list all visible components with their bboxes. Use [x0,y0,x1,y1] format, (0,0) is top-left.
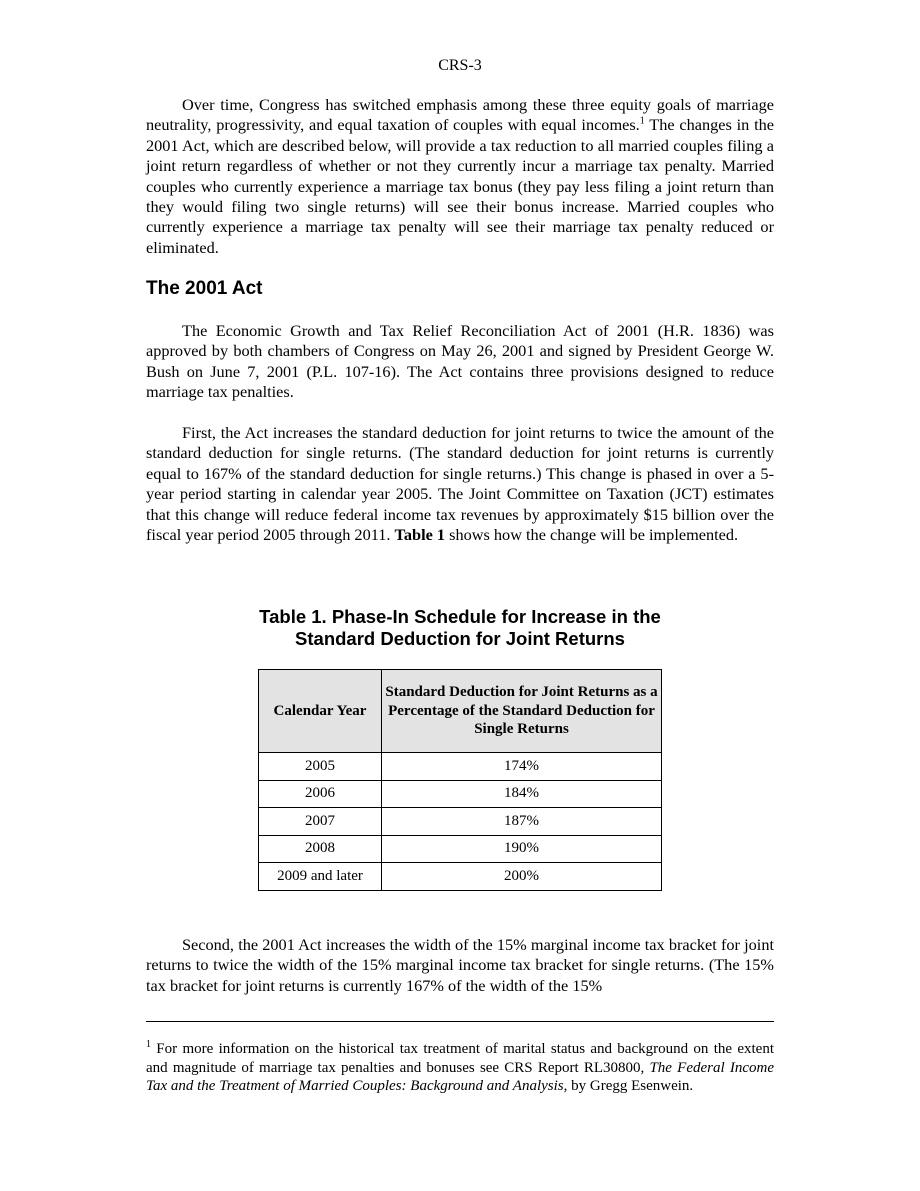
table-row [259,780,662,808]
intro-text-continued: The changes in the 2001 Act, which are described below, will provide a tax reduction to all married couples filing a joint return regardless of whether or not they currently incur a marriage tax penalty. Married couples who currently experience a marriage tax bonus (they pay less filing a joint return than they would filing two single returns) will see their bonus increase. Married couples who currently experience a marriage tax penalty will see their marriage tax penalty reduced or eliminated. [146,115,774,257]
intro-paragraph [146,95,774,258]
section-heading: The 2001 Act [146,278,263,299]
percentage-cell: 174% [382,753,662,781]
table-row [259,808,662,836]
table-header-row [259,670,662,753]
table-caption [0,606,920,650]
footnote-text-end: , by Gregg Esenwein. [563,1078,694,1094]
footnote-report-title: The Federal Income Tax and the Treatment of Married Couples: Background and Analysis [146,1059,774,1094]
percentage-cell: 184% [382,780,662,808]
standard-deduction-paragraph [146,423,774,545]
intro-text: Over time, Congress has switched emphasis among these three equity goals of marriage neutrality, progressivity, and equal taxation of couples with equal incomes. [146,95,774,135]
footnote [146,1040,774,1096]
standard-deduction-text: First, the Act increases the standard deduction for joint returns to twice the amount of the standard deduction for single returns. (The standard deduction for joint returns is currently equal to 167% of the standard deduction for single returns.) This change is phased in over a 5-year period starting in calendar year 2005. The Joint Committee on Taxation (JCT) estimates that this change will reduce federal income tax revenues by approximately $15 billion over the fiscal year period 2005 through 2011. [146,423,774,545]
year-cell: 2008 [259,835,382,863]
year-cell: 2005 [259,753,382,781]
percentage-cell: 190% [382,835,662,863]
footnote-text: For more information on the historical tax treatment of marital status and background on the extent and magnitude of marriage tax penalties and bonuses see CRS Report RL30800, [146,1041,774,1076]
year-cell: 2007 [259,808,382,836]
table-reference: Table 1 [394,525,446,545]
table-row [259,753,662,781]
footnote-number: 1 [146,1039,151,1050]
year-cell: 2006 [259,780,382,808]
act-description-paragraph: The Economic Growth and Tax Relief Reconciliation Act of 2001 (H.R. 1836) was approved by both chambers of Congress on May 26, 2001 and signed by President George W. Bush on June 7, 2001 (P.L. 107-16). The Act contains three provisions designed to reduce marriage tax penalties. [146,321,774,402]
table-caption-line-2: Standard Deduction for Joint Returns [295,628,625,649]
table-row [259,863,662,891]
footnote-divider [146,1021,774,1022]
year-cell: 2009 and later [259,863,382,891]
footnote-reference[interactable]: 1 [639,115,645,127]
phase-in-table [258,669,662,891]
table-caption-line-1: Table 1. Phase-In Schedule for Increase in the [259,606,661,627]
percentage-cell: 200% [382,863,662,891]
table-row [259,835,662,863]
header-deduction-percentage: Standard Deduction for Joint Returns as a Percentage of the Standard Deduction for Single Returns [382,670,662,753]
header-calendar-year: Calendar Year [259,670,382,753]
percentage-cell: 187% [382,808,662,836]
standard-deduction-text-end: shows how the change will be implemented. [445,525,739,545]
tax-bracket-paragraph: Second, the 2001 Act increases the width of the 15% marginal income tax bracket for joint returns to twice the width of the 15% marginal income tax bracket for single returns. (The 15% tax bracket for joint returns is currently 167% of the width of the 15% [146,935,774,995]
page-number-header: CRS-3 [438,57,482,74]
